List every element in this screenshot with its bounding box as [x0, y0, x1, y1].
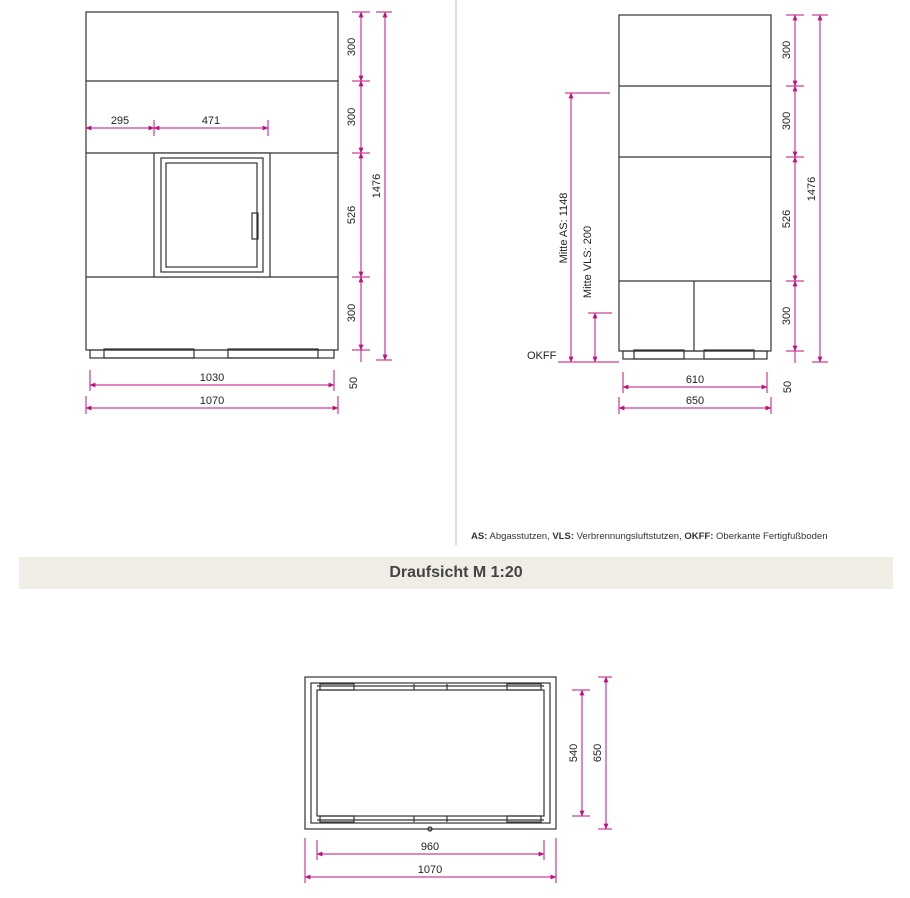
top-dimension-labels — [418, 744, 604, 876]
side-height-label: 300 — [781, 111, 793, 131]
top-corner-bracket — [320, 816, 354, 822]
top-inner-depth-label: 540 — [568, 743, 580, 763]
side-height-label: 300 — [781, 306, 793, 326]
top-total-width-label: 1070 — [417, 864, 443, 876]
side-plinth-height-label: 50 — [782, 380, 794, 394]
top-corner-bracket — [320, 684, 354, 690]
top-corner-bracket — [507, 684, 541, 690]
side-height-label: 300 — [781, 40, 793, 60]
front-body-width-label: 1030 — [199, 372, 225, 384]
firebox-door-frame — [154, 153, 270, 277]
front-total-height-label: 1476 — [371, 173, 383, 199]
legend-okff-text: Oberkante Fertigfußboden — [713, 531, 828, 542]
front-height-label: 300 — [346, 107, 358, 127]
top-corner-bracket — [507, 816, 541, 822]
abbreviation-legend — [471, 531, 827, 542]
side-total-height-label: 1476 — [806, 176, 818, 202]
mitte-as-label: Mitte AS: 1148 — [558, 192, 570, 264]
top-total-depth-label: 650 — [592, 743, 604, 763]
side-total-depth-label: 650 — [685, 395, 705, 407]
side-body-depth-label: 610 — [685, 374, 705, 386]
legend-as-key: AS: — [471, 531, 488, 542]
legend-as-text: Abgasstutzen, — [487, 531, 553, 542]
front-total-width-label: 1070 — [199, 395, 225, 407]
side-height-label: 526 — [781, 209, 793, 229]
front-view — [86, 12, 338, 358]
section-title: Draufsicht M 1:20 — [389, 564, 523, 581]
door-offset-label: 295 — [110, 115, 130, 127]
top-outer-inner-line — [311, 683, 550, 823]
top-inner-body — [317, 690, 544, 816]
front-height-label: 300 — [346, 37, 358, 57]
top-outer-outline — [305, 677, 556, 829]
front-plinth — [90, 350, 334, 358]
legend-vls-key: VLS: — [552, 531, 574, 542]
front-plinth-height-label: 50 — [348, 376, 360, 390]
side-plinth — [623, 351, 767, 359]
legend-vls-text: Verbrennungsluftstutzen, — [573, 531, 685, 542]
top-dimensions — [305, 677, 612, 883]
legend-okff-key: OKFF: — [684, 531, 714, 542]
top-inner-width-label: 960 — [420, 841, 440, 853]
door-width-label: 471 — [201, 115, 221, 127]
mitte-vls-label: Mitte VLS: 200 — [582, 225, 594, 299]
section-header-band — [19, 557, 893, 589]
top-view — [305, 677, 556, 831]
front-height-label: 526 — [346, 205, 358, 225]
side-body-outline — [619, 15, 771, 351]
front-height-label: 300 — [346, 303, 358, 323]
side-view — [619, 15, 771, 359]
okff-label: OKFF — [527, 350, 557, 362]
